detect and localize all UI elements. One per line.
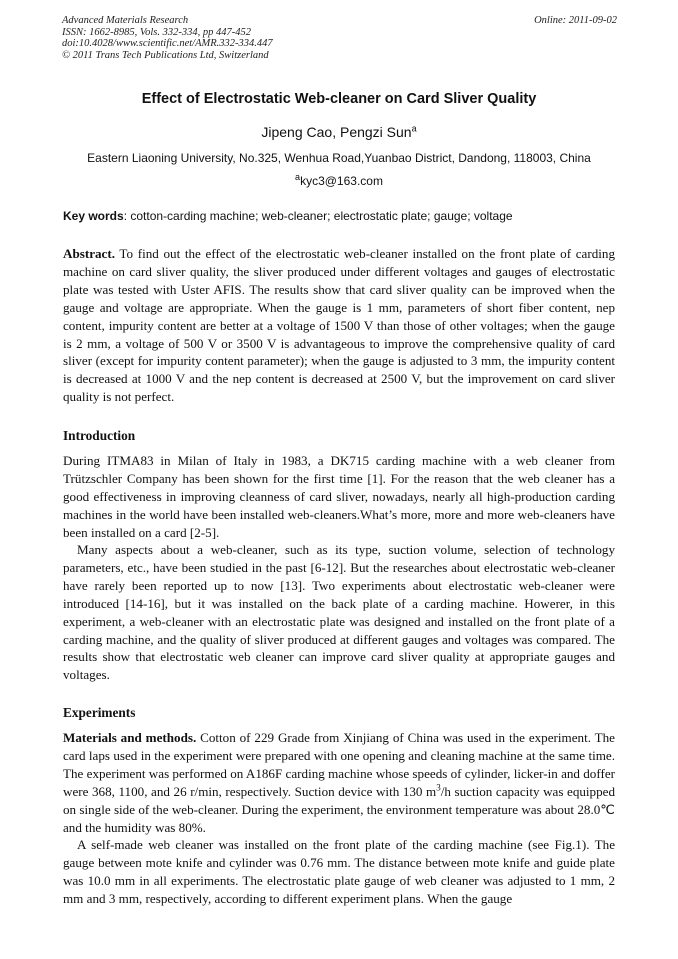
issn-line: ISSN: 1662-8985, Vols. 332-334, pp 447-452 — [62, 26, 251, 38]
author-list — [0, 124, 678, 140]
journal-name: Advanced Materials Research — [62, 15, 189, 26]
introduction-paragraph-1: During ITMA83 in Milan of Italy in 1983, a DK715 carding machine with a web cleaner from Trützschler Company has been shown for the first time [1]. For the reason that the web cleaner has a good effectiveness in improving cleanness of card sliver, nowadays, nearly all high-production carding machines in the world have been installed web-cleaners.What’s more, more and more web-cleaners have been installed on a card [2-5]. — [63, 453, 615, 540]
paper-title: Effect of Electrostatic Web-cleaner on Card Sliver Quality — [141, 91, 537, 107]
email-line — [0, 174, 678, 188]
abstract-label: Abstract. — [63, 246, 115, 261]
keywords-label: Key words — [63, 209, 124, 223]
keywords — [63, 209, 616, 223]
experiments-heading: Experiments — [63, 705, 136, 720]
copyright-line: © 2011 Trans Tech Publications Ltd, Switzerland — [62, 49, 269, 61]
experiments-paragraph-1 — [63, 729, 615, 836]
doi-line: doi:10.4028/www.scientific.net/AMR.332-334.447 — [62, 38, 273, 49]
experiments-text-a: Cotton of 229 Grade from Xinjiang of China was used in the experiment. The card laps used in the experiment were prepared with one opening and cleaning machine at the same time. The experiment was performed on A186F carding machine whose speeds of cylinder, licker-in and doffer were 368, 1100, and 26 r/min, respectively. Suction device with 130 m — [63, 730, 616, 799]
abstract-text: To find out the effect of the electrostatic web-cleaner installed on the front plate of carding machine on card sliver quality, the sliver produced under different voltages and gauges of electrostatic plate was tested with Uster AFIS. The results show that card sliver quality can be improved when the gauge and voltage are appropriate. When the gauge is 1 mm, parameters of short fiber content, nep content, impurity content are better at a voltage of 1500 V than those of other voltages; when the gauge is 2 mm, a voltage of 500 V or 3500 V is advantageous to improve the comprehensive quality of card sliver (except for impurity content parameter); when the gauge is adjusted to 3 mm, the impurity content is decreased at 1000 V and the nep content is decreased at 2500 V, but the improvement on card sliver quality is not perfect. — [63, 246, 615, 405]
experiments-paragraph-2: A self-made web cleaner was installed on the front plate of the carding machine (see Fig.1). The gauge between mote knife and cylinder was 0.76 mm. The distance between mote knife and guide plate was 10.0 mm in all experiments. The electrostatic plate gauge of web cleaner was adjusted to 1 mm, 2 mm and 3 mm, respectively, according to different experiment plans. When the gauge — [63, 837, 615, 906]
introduction-paragraph-2: Many aspects about a web-cleaner, such as its type, suction volume, selection of technology parameters, etc., have been studied in the past [6-12]. But the researches about electrostatic web-cleaner have rarely been reported up to now [13]. Two experiments about electrostatic web-cleaner were introduced [14-16], but it was installed on the back plate of a carding machine. Howerer, in this experiment, a web-cleaner with an electrostatic plate was designed and installed on the front plate of a carding machine, and the quality of sliver produced at different gauges and voltages was compared. The results show that electrostatic web cleaner can improve card sliver quality at appropriate gauges and voltages. — [63, 542, 615, 683]
unit-superscript: 3 — [436, 782, 441, 793]
author-names: Jipeng Cao, Pengzi Sun — [261, 124, 412, 140]
email-mark: a — [295, 172, 301, 182]
abstract-paragraph — [63, 245, 615, 406]
journal-header — [62, 15, 617, 61]
affiliation: Eastern Liaoning University, No.325, Wenhua Road,Yuanbao District, Dandong, 118003, China — [87, 151, 591, 165]
email-address: kyc3@163.com — [300, 174, 383, 188]
keywords-text: : cotton-carding machine; web-cleaner; electrostatic plate; gauge; voltage — [123, 209, 513, 223]
materials-methods-label: Materials and methods. — [63, 730, 197, 745]
introduction-heading: Introduction — [63, 428, 136, 443]
experiments-text-b: /h suction capacity was equipped on single side of the web-cleaner. During the experiment, the environment temperature was about 28.0℃ and the humidity was 80%. — [63, 783, 616, 835]
online-date: Online: 2011-09-02 — [534, 15, 617, 26]
author-affil-mark: a — [411, 123, 417, 134]
